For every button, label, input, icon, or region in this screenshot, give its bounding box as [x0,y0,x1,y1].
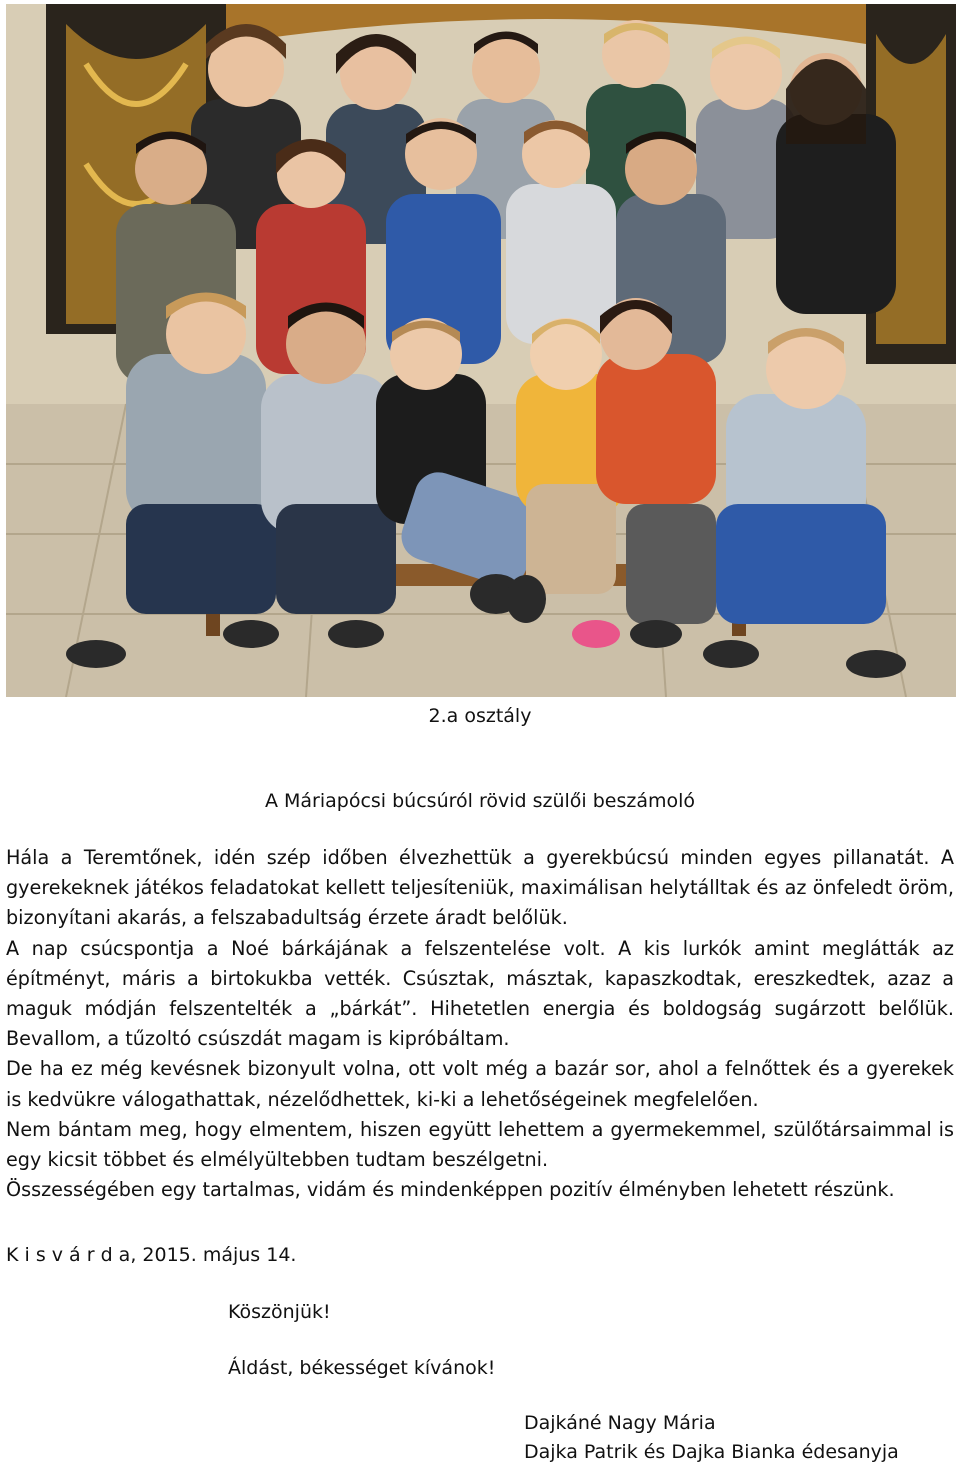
thanks-line: Köszönjük! [228,1301,331,1323]
report-body [6,843,954,1205]
paragraph: A nap csúcspontja a Noé bárkájának a felszentelése volt. A kis lurkók amint meglátták az építményt, máris a birtokukba vették. Csúsztak, másztak, kapaszkodtak, ereszkedtek, azaz a maguk módján felszentelték a „bárkát”. Hihetetlen energia és boldogság sugárzott belőlük. Bevallom, a tűzoltó csúszdát magam is kipróbáltam. [6,936,954,1051]
signature-block [524,1409,899,1467]
paragraph: Nem bántam meg, hogy elmentem, hiszen együtt lehettem a gyermekemmel, szülőtársaimmal is egy kicsit többet és elmélyültebben tudtam beszélgetni. [6,1117,954,1172]
paragraph: Összességében egy tartalmas, vidám és mindenképpen pozitív élményben lehetett részünk. [6,1178,895,1202]
paragraph: De ha ez még kevésnek bizonyult volna, ott volt még a bazár sor, ahol a felnőttek és a gyerekek is kedvükre válogathattak, nézelődhettek, ki-ki a lehetőségeinek megfelelően. [6,1057,954,1111]
group-photo-illustration [6,4,956,697]
blessing-line: Áldást, békességet kívánok! [228,1357,496,1379]
photo-caption: 2.a osztály [428,705,532,727]
paragraph: Hála a Teremtőnek, idén szép időben élvezhettük a gyerekbúcsú minden egyes pillanatát. A gyerekeknek játékos feladatokat kellett teljesíteniük, maximálisan helytálltak és az önfeledt öröm, bizonyítani akarás, a felszabadultság érzete áradt belőlük. [6,846,954,930]
signature-role: Dajka Patrik és Dajka Bianka édesanyja [524,1441,899,1463]
class-group-photo [6,4,956,697]
report-title: A Máriapócsi búcsúról rövid szülői beszámoló [264,790,696,812]
place-date: K i s v á r d a, 2015. május 14. [6,1244,297,1266]
signature-name: Dajkáné Nagy Mária [524,1412,716,1434]
